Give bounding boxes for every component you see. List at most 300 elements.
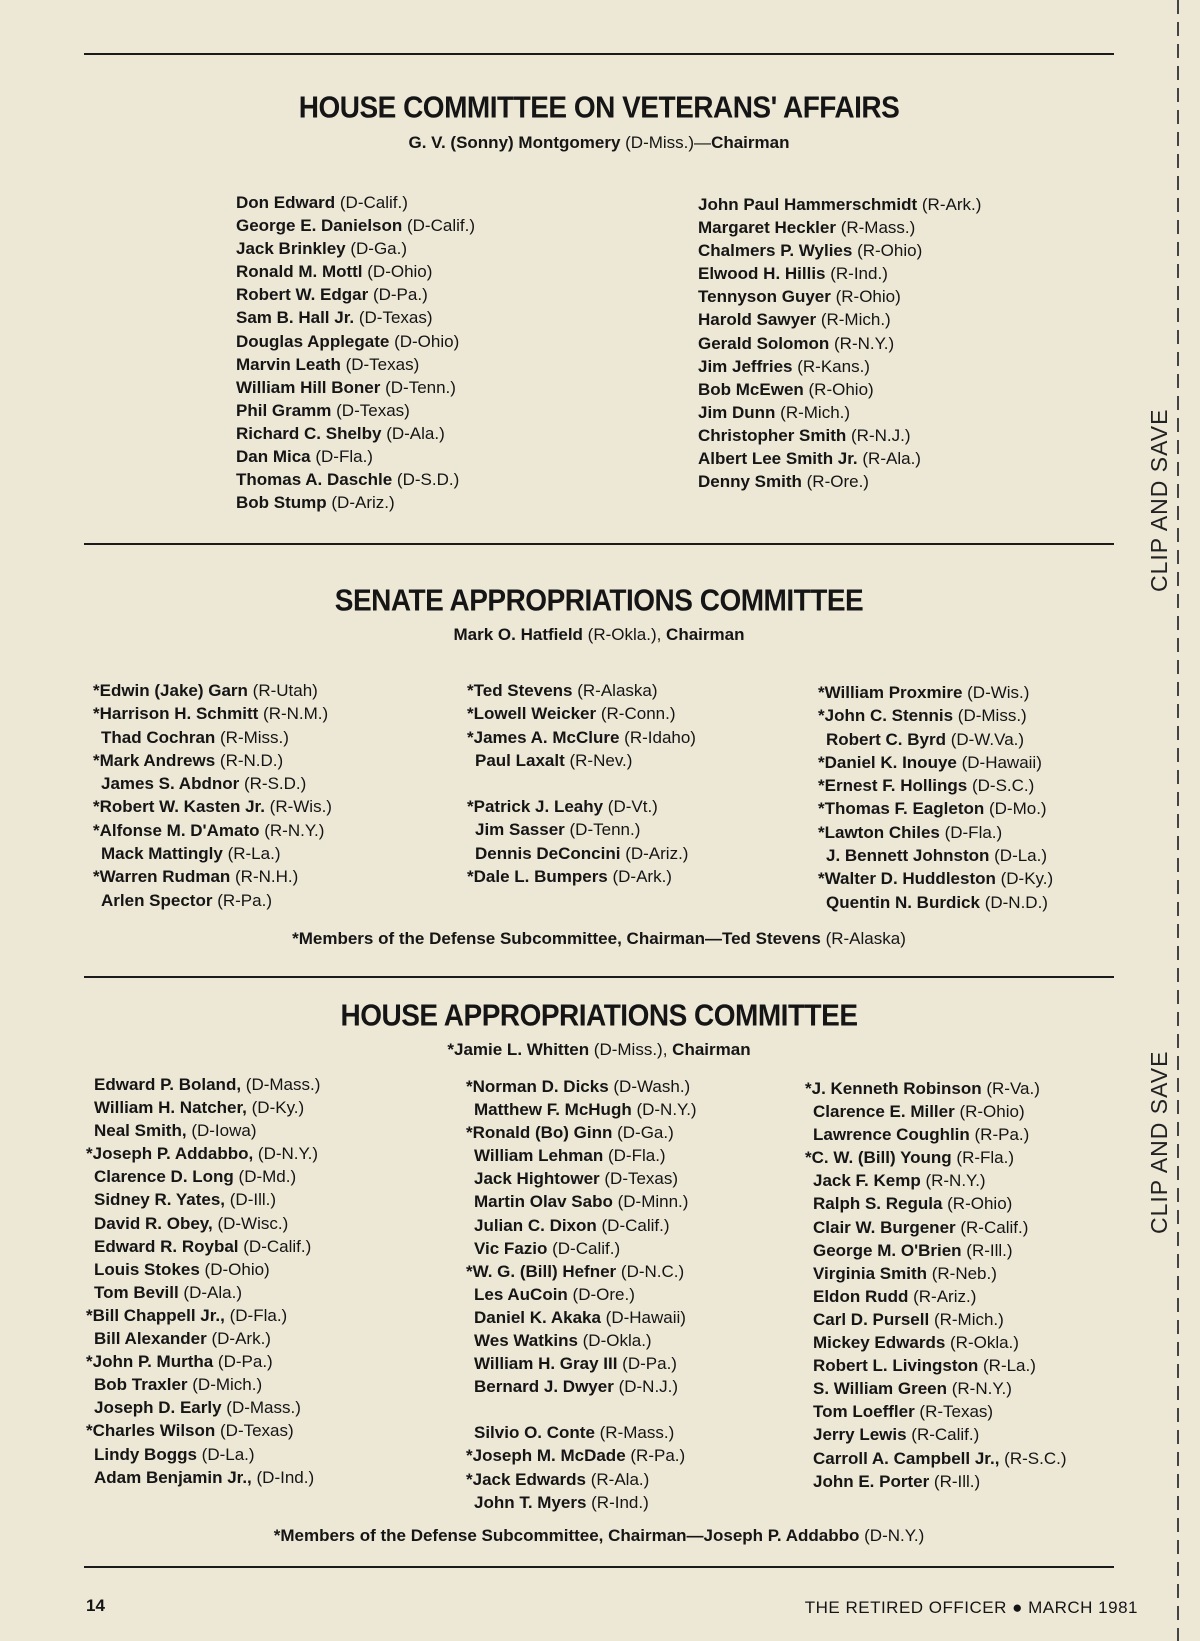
senate-footnote: *Members of the Defense Subcommittee, Chairman—Ted Stevens (R-Alaska)	[292, 929, 906, 948]
member-party-state: (D-Fla.)	[939, 822, 1003, 842]
member-entry	[466, 1075, 697, 1098]
member-name: *Ronald (Bo) Ginn	[466, 1123, 613, 1143]
veterans-heading: HOUSE COMMITTEE ON VETERANS' AFFAIRS	[298, 90, 900, 125]
member-entry	[805, 1400, 1066, 1423]
member-name: Bill Alexander	[94, 1329, 207, 1349]
member-entry	[698, 447, 981, 470]
member-name: *Joseph P. Addabbo,	[86, 1144, 254, 1164]
member-name: Clarence D. Long	[94, 1167, 234, 1187]
member-entry	[86, 1096, 320, 1119]
member-name: *W. G. (Bill) Hefner	[466, 1261, 617, 1281]
member-entry	[86, 1119, 320, 1142]
member-name: Dan Mica	[236, 447, 311, 467]
member-party-state: (D-Mass.)	[221, 1398, 301, 1418]
member-entry	[467, 749, 696, 772]
member-entry	[236, 306, 475, 329]
member-party-state: (D-Okla.)	[577, 1331, 652, 1351]
member-entry	[86, 1235, 320, 1258]
member-entry	[805, 1216, 1066, 1239]
member-entry	[236, 399, 475, 422]
member-party-state: (R-Ind.)	[825, 264, 888, 284]
member-party-state: (R-N.D.)	[215, 750, 284, 770]
member-party-state: (D-Ariz.)	[326, 493, 395, 513]
member-entry	[467, 818, 696, 841]
member-entry	[467, 726, 696, 749]
member-name: Harold Sawyer	[698, 310, 817, 330]
member-entry	[86, 1396, 320, 1419]
member-name: *Walter D. Huddleston	[818, 869, 996, 889]
member-name: Christopher Smith	[698, 425, 847, 445]
member-party-state: (R-N.Y.)	[259, 820, 325, 840]
member-party-state: (D-Ga.)	[345, 239, 408, 259]
member-entry	[86, 1212, 320, 1235]
member-entry	[466, 1214, 697, 1237]
member-name: *Jack Edwards	[466, 1469, 587, 1489]
member-party-state: (R-Ohio)	[852, 241, 923, 261]
member-entry	[467, 795, 696, 818]
member-party-state: (D-Tenn.)	[564, 820, 641, 840]
member-party-state: (R-Idaho)	[619, 727, 696, 747]
member-party-state: (R-Ore.)	[801, 472, 869, 492]
member-name: Thad Cochran	[101, 727, 216, 747]
member-party-state: (D-Texas)	[215, 1421, 294, 1441]
member-entry	[93, 749, 332, 772]
member-entry	[466, 1121, 697, 1144]
member-name: Marvin Leath	[236, 354, 341, 374]
member-name: Carl D. Pursell	[813, 1309, 930, 1329]
member-name: Edward P. Boland,	[94, 1075, 242, 1094]
member-entry	[86, 1419, 320, 1442]
member-name: *James A. McClure	[467, 727, 620, 747]
member-entry	[236, 260, 475, 283]
member-party-state: (R-Wis.)	[264, 797, 332, 817]
member-entry	[86, 1165, 320, 1188]
member-entry	[236, 491, 475, 514]
member-entry	[466, 1237, 697, 1260]
member-name: Robert C. Byrd	[826, 729, 946, 749]
member-name: Matthew F. McHugh	[474, 1100, 632, 1120]
member-entry	[86, 1373, 320, 1396]
member-party-state: (R-Nev.)	[564, 750, 633, 770]
member-entry	[86, 1142, 320, 1165]
member-party-state: (R-Ohio)	[942, 1194, 1013, 1214]
member-name: *J. Kenneth Robinson	[805, 1079, 982, 1098]
member-entry	[466, 1352, 697, 1375]
member-entry	[236, 376, 475, 399]
member-entry	[698, 285, 981, 308]
member-name: *Mark Andrews	[93, 750, 216, 770]
member-party-state: (R-N.Y.)	[829, 333, 895, 353]
member-entry	[86, 1350, 320, 1373]
member-party-state: (R-Mich.)	[775, 402, 851, 422]
member-name: Carroll A. Campbell Jr.,	[813, 1448, 1000, 1468]
member-name: Jim Sasser	[475, 820, 565, 840]
member-name: Arlen Spector	[101, 890, 213, 910]
member-entry	[466, 1329, 697, 1352]
member-party-state: (D-Fla.)	[224, 1305, 288, 1325]
member-name: Bob Stump	[236, 493, 327, 513]
member-name: Dennis DeConcini	[475, 843, 621, 863]
member-party-state: (D-Ill.)	[225, 1190, 277, 1210]
member-party-state: (D-Texas)	[599, 1169, 679, 1189]
member-name: *Daniel K. Inouye	[818, 752, 957, 772]
member-entry	[805, 1308, 1066, 1331]
member-name: Tom Bevill	[94, 1282, 179, 1302]
member-entry	[466, 1444, 697, 1467]
member-party-state: (R-Fla.)	[951, 1148, 1015, 1168]
member-name: William H. Natcher,	[94, 1098, 247, 1118]
member-entry	[805, 1262, 1066, 1285]
member-name: Robert L. Livingston	[813, 1356, 979, 1376]
member-party-state: (R-Ohio)	[830, 287, 901, 307]
member-party-state: (R-La.)	[222, 844, 281, 864]
member-name: *Charles Wilson	[86, 1421, 216, 1441]
member-entry	[805, 1285, 1066, 1308]
member-entry	[805, 1470, 1066, 1493]
member-name: Margaret Heckler	[698, 218, 836, 238]
member-entry	[818, 681, 1053, 704]
member-party-state: (D-Hawaii)	[600, 1307, 686, 1327]
member-party-state: (D-Md.)	[233, 1167, 297, 1187]
member-entry	[698, 262, 981, 285]
member-party-state: (R-Ind.)	[586, 1492, 649, 1512]
veterans-column-1	[236, 191, 475, 514]
member-name: *Norman D. Dicks	[466, 1077, 609, 1096]
member-name: Denny Smith	[698, 472, 802, 492]
member-entry	[818, 867, 1053, 890]
member-party-state: (D-Calif.)	[402, 216, 475, 236]
member-name: Virginia Smith	[813, 1263, 927, 1283]
member-name: Bob McEwen	[698, 379, 804, 399]
member-entry	[698, 355, 981, 378]
member-name: Chalmers P. Wylies	[698, 241, 853, 261]
senate-column-2	[467, 679, 696, 888]
member-entry	[236, 237, 475, 260]
member-party-state: (D-S.C.)	[967, 776, 1035, 796]
member-party-state: (D-La.)	[196, 1444, 255, 1464]
member-name: Louis Stokes	[94, 1259, 200, 1279]
member-party-state: (R-Calif.)	[955, 1217, 1029, 1237]
member-name: Thomas A. Daschle	[236, 470, 393, 490]
member-entry	[93, 726, 332, 749]
member-name: William Hill Boner	[236, 377, 381, 397]
house-approps-heading: HOUSE APPROPRIATIONS COMMITTEE	[340, 998, 858, 1033]
member-entry	[86, 1304, 320, 1327]
member-entry	[818, 844, 1053, 867]
member-party-state: (D-Ala.)	[381, 423, 445, 443]
member-name: Quentin N. Burdick	[826, 892, 980, 912]
member-name: Bernard J. Dwyer	[474, 1377, 614, 1397]
member-entry	[467, 842, 696, 865]
member-entry	[236, 283, 475, 306]
member-name: *Alfonse M. D'Amato	[93, 820, 260, 840]
member-name: Silvio O. Conte	[474, 1423, 595, 1443]
member-party-state: (D-Pa.)	[213, 1352, 273, 1372]
member-name: Martin Olav Sabo	[474, 1192, 613, 1212]
member-party-state: (D-Pa.)	[368, 285, 428, 305]
senate-heading: SENATE APPROPRIATIONS COMMITTEE	[334, 583, 864, 618]
member-entry	[698, 216, 981, 239]
member-name: Douglas Applegate	[236, 331, 390, 351]
member-entry	[818, 797, 1053, 820]
member-party-state: (R-Utah)	[247, 681, 318, 700]
member-party-state: (R-Kans.)	[792, 356, 870, 376]
member-party-state: (D-Wash.)	[608, 1077, 691, 1096]
member-name: *Dale L. Bumpers	[467, 867, 608, 887]
member-name: George M. O'Brien	[813, 1240, 962, 1260]
member-name: Ronald M. Mottl	[236, 262, 363, 282]
house-approps-chairman: *Jamie L. Whitten (D-Miss.), Chairman	[447, 1040, 751, 1059]
member-entry	[236, 468, 475, 491]
member-entry	[698, 239, 981, 262]
member-party-state: (D-Calif.)	[596, 1215, 670, 1235]
member-party-state: (R-Ill.)	[929, 1471, 981, 1491]
member-name: George E. Danielson	[236, 216, 403, 236]
member-name: *William Proxmire	[818, 683, 963, 702]
member-entry	[93, 795, 332, 818]
member-entry	[805, 1146, 1066, 1169]
member-name: Vic Fazio	[474, 1238, 548, 1258]
member-party-state: (R-Conn.)	[596, 704, 676, 724]
member-name: David R. Obey,	[94, 1213, 213, 1233]
member-party-state: (R-Ohio)	[954, 1102, 1025, 1122]
member-name: Mickey Edwards	[813, 1333, 946, 1353]
member-name: Bob Traxler	[94, 1375, 188, 1395]
member-party-state: (R-Mich.)	[816, 310, 891, 330]
member-entry	[805, 1123, 1066, 1146]
member-entry	[698, 424, 981, 447]
member-name: Daniel K. Akaka	[474, 1307, 601, 1327]
veterans-column-2	[698, 193, 981, 493]
member-party-state: (D-Ga.)	[612, 1123, 674, 1143]
member-party-state: (D-Calif.)	[238, 1236, 312, 1256]
member-name: *John C. Stennis	[818, 706, 954, 726]
member-name: *Joseph M. McDade	[466, 1446, 626, 1466]
member-party-state: (D-Fla.)	[603, 1146, 666, 1166]
magazine-footer: THE RETIRED OFFICER ● MARCH 1981	[804, 1598, 1138, 1617]
member-party-state: (D-Tenn.)	[380, 377, 456, 397]
member-entry	[86, 1466, 320, 1489]
member-name: Jerry Lewis	[813, 1425, 907, 1445]
member-entry	[93, 679, 332, 702]
veterans-chairman: G. V. (Sonny) Montgomery (D-Miss.)—Chairman	[408, 133, 790, 152]
member-name: Les AuCoin	[474, 1284, 568, 1304]
member-entry	[466, 1167, 697, 1190]
member-party-state: (R-Pa.)	[969, 1125, 1030, 1145]
member-party-state: (R-Texas)	[914, 1402, 994, 1422]
member-party-state: (D-Ariz.)	[620, 843, 689, 863]
member-entry	[805, 1331, 1066, 1354]
member-name: John T. Myers	[474, 1492, 587, 1512]
member-party-state: (D-Texas)	[340, 354, 420, 374]
member-name: Jack Brinkley	[236, 239, 346, 259]
member-party-state: (R-Mich.)	[929, 1309, 1004, 1329]
page-number: 14	[86, 1596, 105, 1615]
member-entry	[466, 1283, 697, 1306]
member-party-state: (D-N.Y.)	[631, 1100, 697, 1120]
member-name: James S. Abdnor	[101, 774, 240, 794]
member-name: *Ernest F. Hollings	[818, 776, 968, 796]
member-party-state: (D-La.)	[989, 846, 1048, 866]
member-name: Edward R. Roybal	[94, 1236, 239, 1256]
member-entry	[805, 1239, 1066, 1262]
member-party-state: (D-Fla.)	[310, 447, 373, 467]
member-party-state: (D-Mass.)	[241, 1075, 321, 1094]
member-party-state: (R-Calif.)	[906, 1425, 980, 1445]
member-entry	[86, 1281, 320, 1304]
member-party-state: (D-Ohio)	[389, 331, 460, 351]
member-name: *Harrison H. Schmitt	[93, 704, 259, 724]
column-spacer	[467, 772, 696, 795]
member-party-state: (D-Miss.)	[953, 706, 1027, 726]
member-name: John E. Porter	[813, 1471, 930, 1491]
member-party-state: (D-Calif.)	[335, 193, 408, 212]
member-name: Ralph S. Regula	[813, 1194, 943, 1214]
member-entry	[805, 1192, 1066, 1215]
member-entry	[698, 193, 981, 216]
member-entry	[86, 1073, 320, 1096]
member-name: Jack F. Kemp	[813, 1171, 921, 1191]
member-party-state: (R-Miss.)	[215, 727, 289, 747]
member-name: Neal Smith,	[94, 1121, 187, 1141]
member-party-state: (R-N.H.)	[230, 867, 299, 887]
member-entry	[698, 470, 981, 493]
member-entry	[818, 891, 1053, 914]
member-entry	[236, 330, 475, 353]
house-approps-column-3	[805, 1077, 1066, 1493]
member-entry	[86, 1188, 320, 1211]
member-name: *Patrick J. Leahy	[467, 797, 604, 817]
member-name: S. William Green	[813, 1379, 947, 1399]
member-entry	[467, 865, 696, 888]
member-party-state: (R-Ariz.)	[908, 1286, 977, 1306]
member-name: Paul Laxalt	[475, 750, 565, 770]
member-entry	[466, 1144, 697, 1167]
member-party-state: (D-Pa.)	[617, 1354, 677, 1374]
member-entry	[466, 1375, 697, 1398]
member-party-state: (D-Ky.)	[246, 1098, 305, 1118]
member-name: Adam Benjamin Jr.,	[94, 1467, 252, 1487]
member-entry	[805, 1100, 1066, 1123]
bottom-rule	[84, 1566, 1114, 1568]
member-party-state: (D-Iowa)	[186, 1121, 257, 1141]
clip-and-save-label-top: CLIP AND SAVE	[1146, 408, 1172, 592]
member-name: Sam B. Hall Jr.	[236, 308, 355, 328]
member-entry	[698, 378, 981, 401]
member-name: Clarence E. Miller	[813, 1102, 955, 1122]
member-entry	[93, 702, 332, 725]
rule-after-senate	[84, 976, 1114, 978]
member-party-state: (D-Ala.)	[178, 1282, 242, 1302]
member-entry	[818, 751, 1053, 774]
member-name: *Warren Rudman	[93, 867, 231, 887]
member-party-state: (R-N.Y.)	[947, 1379, 1012, 1399]
member-name: John Paul Hammerschmidt	[698, 195, 918, 214]
member-party-state: (R-Ala.)	[586, 1469, 650, 1489]
house-approps-column-2	[466, 1075, 697, 1514]
member-party-state: (R-S.C.)	[999, 1448, 1067, 1468]
member-name: William H. Gray III	[474, 1354, 618, 1374]
member-entry	[466, 1306, 697, 1329]
rule-after-veterans	[84, 543, 1114, 545]
member-name: *Ted Stevens	[467, 681, 573, 700]
senate-column-1	[93, 679, 332, 912]
member-entry	[805, 1447, 1066, 1470]
member-name: Sidney R. Yates,	[94, 1190, 226, 1210]
member-entry	[818, 728, 1053, 751]
member-name: *Bill Chappell Jr.,	[86, 1305, 225, 1325]
member-name: *Lawton Chiles	[818, 822, 940, 842]
member-party-state: (D-Hawaii)	[956, 752, 1042, 772]
member-party-state: (D-Texas)	[354, 308, 433, 328]
member-party-state: (R-Pa.)	[212, 890, 272, 910]
member-name: Lindy Boggs	[94, 1444, 197, 1464]
member-party-state: (D-Wis.)	[962, 683, 1030, 702]
member-name: Jim Dunn	[698, 402, 776, 422]
member-name: Julian C. Dixon	[474, 1215, 597, 1235]
member-name: *C. W. (Bill) Young	[805, 1148, 952, 1168]
member-party-state: (R-Ohio)	[803, 379, 874, 399]
member-party-state: (D-N.J.)	[613, 1377, 679, 1397]
member-entry	[805, 1354, 1066, 1377]
member-party-state: (D-Vt.)	[603, 797, 658, 817]
member-name: Tennyson Guyer	[698, 287, 831, 307]
house-approps-column-1	[86, 1073, 320, 1489]
member-party-state: (R-Ala.)	[857, 449, 921, 469]
member-party-state: (R-Ill.)	[961, 1240, 1013, 1260]
clip-and-save-label-bottom: CLIP AND SAVE	[1146, 1050, 1172, 1234]
member-party-state: (R-Mass.)	[835, 218, 916, 238]
member-party-state: (R-Mass.)	[594, 1423, 675, 1443]
member-entry	[698, 308, 981, 331]
member-entry	[93, 772, 332, 795]
member-party-state: (R-Neb.)	[927, 1263, 997, 1283]
member-party-state: (D-Mo.)	[984, 799, 1047, 819]
member-name: Wes Watkins	[474, 1331, 578, 1351]
member-entry	[93, 865, 332, 888]
member-party-state: (D-Ore.)	[567, 1284, 635, 1304]
member-entry	[86, 1443, 320, 1466]
member-name: *Robert W. Kasten Jr.	[93, 797, 265, 817]
member-entry	[93, 819, 332, 842]
member-party-state: (D-Ohio)	[199, 1259, 270, 1279]
member-party-state: (R-N.Y.)	[920, 1171, 986, 1191]
member-name: Jack Hightower	[474, 1169, 600, 1189]
member-name: Eldon Rudd	[813, 1286, 909, 1306]
member-name: Jim Jeffries	[698, 356, 793, 376]
member-party-state: (R-Va.)	[981, 1079, 1040, 1098]
member-entry	[698, 332, 981, 355]
member-party-state: (R-S.D.)	[239, 774, 307, 794]
senate-column-3	[818, 681, 1053, 914]
member-name: Lawrence Coughlin	[813, 1125, 970, 1145]
member-name: Albert Lee Smith Jr.	[698, 449, 858, 469]
member-party-state: (R-Okla.)	[945, 1333, 1019, 1353]
member-name: Elwood H. Hillis	[698, 264, 826, 284]
member-entry	[466, 1421, 697, 1444]
member-entry	[86, 1258, 320, 1281]
member-party-state: (D-Ind.)	[251, 1467, 315, 1487]
member-party-state: (R-La.)	[978, 1356, 1036, 1376]
member-party-state: (R-Alaska)	[572, 681, 658, 700]
member-party-state: (D-W.Va.)	[945, 729, 1025, 749]
member-entry	[93, 889, 332, 912]
member-party-state: (D-Ark.)	[206, 1329, 271, 1349]
member-name: *Lowell Weicker	[467, 704, 597, 724]
member-name: Mack Mattingly	[101, 844, 223, 864]
member-name: Joseph D. Early	[94, 1398, 222, 1418]
member-party-state: (D-Wisc.)	[212, 1213, 289, 1233]
